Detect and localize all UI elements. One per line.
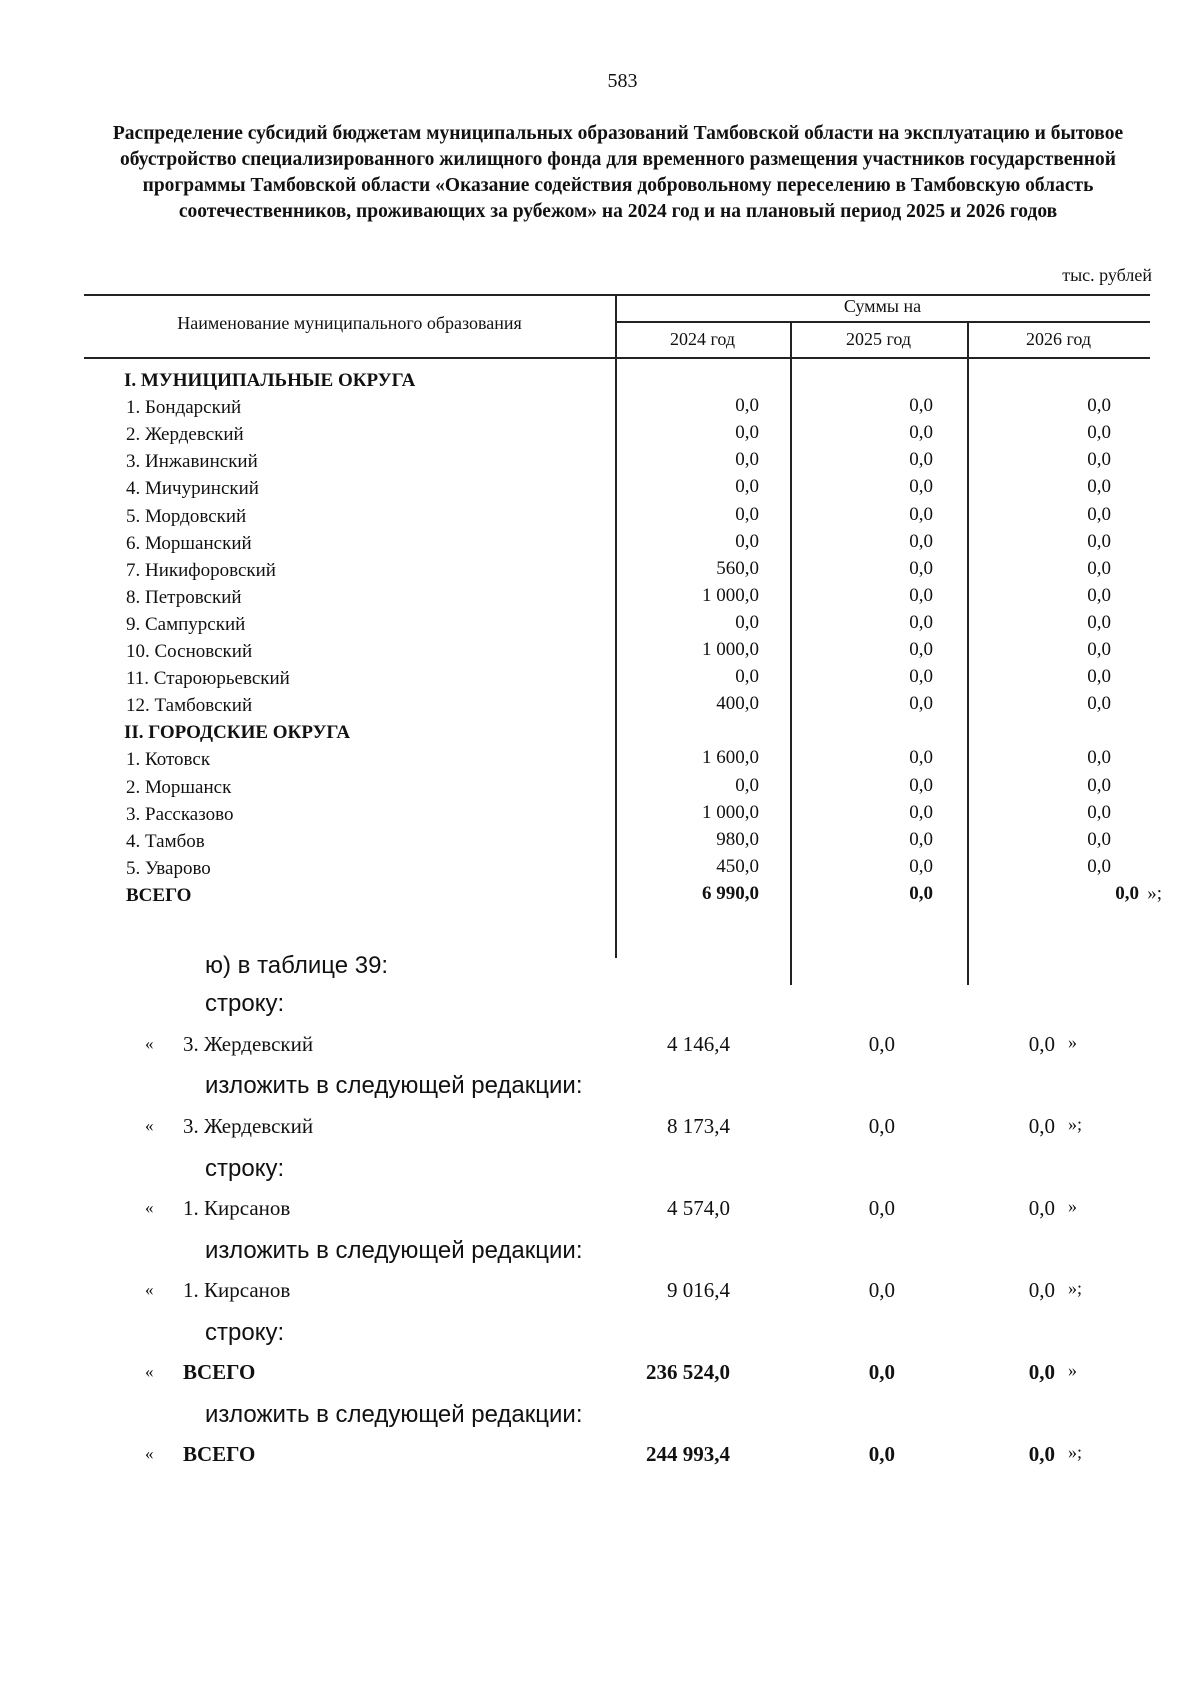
- amendment-cell: 9 016,4: [667, 1278, 730, 1302]
- header-year-2026: 2026 год: [1025, 329, 1092, 349]
- section-header-row: [84, 718, 1150, 747]
- amendment-cell: 0,0: [868, 1032, 895, 1056]
- subsidy-table: [84, 294, 1162, 958]
- table-row: [84, 393, 1150, 422]
- cell-2026: 0,0: [1087, 557, 1111, 579]
- row-name: 2. Моршанск: [126, 776, 232, 798]
- document-title: Распределение субсидий бюджетам муниципальных образований Тамбовской области на эксплуатацию и бытовое обустройство специализированного жилищного фонда для временного размещения участников государственной программы Тамбовской области «Оказание содействия добровольному переселению в Тамбовскую область соотечественников, проживающих за рубежом» на 2024 год и на плановый период 2025 и 2026 годов: [112, 123, 1124, 222]
- amendment-row: [0, 1196, 1200, 1230]
- amendment-row-name: 3. Жердевский: [183, 1114, 314, 1138]
- cell-2025: 0,0: [909, 530, 933, 552]
- row-name: I. МУНИЦИПАЛЬНЫЕ ОКРУГА: [124, 370, 416, 391]
- cell-2024: 1 600,0: [702, 747, 759, 769]
- cell-2026: 0,0: [1087, 395, 1111, 417]
- amendment-row: [0, 1032, 1200, 1066]
- amendment-cell: 0,0: [868, 1196, 895, 1220]
- instruction-text: изложить в следующей редакции:: [205, 1072, 583, 1099]
- cell-2025: 0,0: [909, 666, 933, 688]
- opening-quote: «: [145, 1444, 154, 1463]
- row-name: 10. Сосновский: [126, 641, 253, 662]
- cell-2024: 0,0: [735, 530, 759, 552]
- header-sums: Суммы на: [843, 296, 922, 316]
- table-row: [84, 556, 1150, 585]
- cell-2025: 0,0: [909, 855, 933, 877]
- header-year-2025: 2025 год: [845, 329, 912, 349]
- amendment-cell: 244 993,4: [646, 1442, 730, 1466]
- amendment-cell: 8 173,4: [667, 1114, 730, 1138]
- cell-2026: 0,0: [1087, 503, 1111, 525]
- cell-2024: 1 000,0: [702, 801, 759, 823]
- amendment-cell: 0,0: [1028, 1360, 1055, 1384]
- cell-2024: 1 000,0: [702, 639, 759, 660]
- amendment-row-name: 1. Кирсанов: [183, 1278, 291, 1302]
- row-name: 9. Сампурский: [126, 613, 246, 635]
- table-row: [84, 502, 1150, 531]
- row-name: 2. Жердевский: [126, 424, 244, 446]
- closing-quote: »;: [1068, 1442, 1083, 1462]
- cell-2024: 0,0: [735, 774, 759, 796]
- header-year-2024: 2024 год: [669, 329, 736, 349]
- row-name: 7. Никифоровский: [126, 559, 276, 581]
- closing-quote: »;: [1147, 882, 1162, 904]
- sums-divider: [615, 321, 1150, 323]
- amendment-row: [0, 1114, 1200, 1148]
- amendment-cell: 0,0: [1028, 1442, 1055, 1466]
- row-name: ВСЕГО: [126, 884, 192, 906]
- cell-2026: 0,0: [1087, 422, 1111, 444]
- table-row: [84, 827, 1150, 856]
- cell-2025: 0,0: [909, 557, 933, 579]
- cell-2026: 0,0: [1087, 666, 1111, 688]
- cell-2025: 0,0: [909, 395, 933, 417]
- cell-2026: 0,0: [1087, 611, 1111, 633]
- cell-2024: 0,0: [735, 611, 759, 633]
- amendment-cell: 0,0: [1028, 1032, 1055, 1056]
- closing-quote: »: [1068, 1032, 1077, 1052]
- total-row: [84, 881, 1162, 910]
- cell-2024: 0,0: [735, 395, 759, 417]
- cell-2026: 0,0: [1087, 747, 1111, 769]
- closing-quote: »: [1068, 1360, 1077, 1380]
- opening-quote: «: [145, 1116, 154, 1135]
- cell-2024: 980,0: [716, 828, 759, 850]
- table-row: [84, 610, 1150, 639]
- amendment-cell: 236 524,0: [646, 1360, 730, 1384]
- table-row: [84, 420, 1150, 449]
- cell-2024: 0,0: [735, 476, 759, 498]
- cell-2026: 0,0: [1087, 855, 1111, 877]
- instruction-text: строку:: [205, 1155, 285, 1182]
- amendment-row-name: 1. Кирсанов: [183, 1196, 291, 1220]
- section-header-row: [84, 366, 1150, 395]
- cell-2026: 0,0: [1087, 693, 1111, 715]
- amendment-cell: 4 574,0: [667, 1196, 730, 1220]
- cell-2025: 0,0: [909, 503, 933, 525]
- row-name: 12. Тамбовский: [126, 695, 253, 717]
- cell-2024: 450,0: [716, 855, 759, 877]
- table-row: [84, 773, 1150, 802]
- row-name: II. ГОРОДСКИЕ ОКРУГА: [124, 722, 351, 744]
- row-name: 1. Котовск: [126, 749, 211, 771]
- amendment-cell: 0,0: [868, 1278, 895, 1302]
- row-name: 4. Мичуринский: [126, 478, 259, 500]
- row-name: 11. Староюрьевский: [126, 668, 290, 690]
- instruction-text: строку:: [205, 1319, 285, 1346]
- table-row: [84, 474, 1150, 503]
- cell-2025: 0,0: [909, 774, 933, 796]
- amendment-cell: 0,0: [868, 1442, 895, 1466]
- table-row: [84, 529, 1150, 558]
- cell-2024: 0,0: [735, 503, 759, 525]
- row-name: 1. Бондарский: [126, 397, 242, 419]
- row-name: 3. Инжавинский: [126, 451, 258, 473]
- instruction-text: строку:: [205, 990, 285, 1017]
- amendment-row-name: ВСЕГО: [183, 1360, 256, 1384]
- opening-quote: «: [145, 1362, 154, 1381]
- cell-2026: 0,0: [1087, 801, 1111, 823]
- amendment-row: [0, 1278, 1200, 1312]
- cell-2025: 0,0: [909, 747, 933, 769]
- table-row: [84, 637, 1150, 666]
- cell-2025: 0,0: [909, 882, 933, 904]
- row-name: 8. Петровский: [126, 586, 242, 608]
- page-number: 583: [607, 70, 638, 92]
- opening-quote: «: [145, 1280, 154, 1299]
- amendment-cell: 0,0: [1028, 1278, 1055, 1302]
- closing-quote: »;: [1068, 1114, 1083, 1134]
- amendment-row-name: ВСЕГО: [183, 1442, 256, 1466]
- row-name: 5. Мордовский: [126, 505, 247, 527]
- cell-2026: 0,0: [1087, 530, 1111, 552]
- units-label: тыс. рублей: [1062, 265, 1152, 285]
- closing-quote: »;: [1068, 1278, 1083, 1298]
- cell-2025: 0,0: [909, 693, 933, 715]
- header-name: Наименование муниципального образования: [177, 313, 522, 333]
- amendment-cell: 0,0: [1028, 1196, 1055, 1220]
- row-name: 4. Тамбов: [126, 830, 205, 852]
- cell-2025: 0,0: [909, 476, 933, 498]
- cell-2026: 0,0: [1087, 449, 1111, 471]
- amendment-cell: 0,0: [868, 1360, 895, 1384]
- table-row: [84, 854, 1150, 883]
- amendment-row-name: 3. Жердевский: [183, 1032, 314, 1056]
- cell-2025: 0,0: [909, 801, 933, 823]
- opening-quote: «: [145, 1198, 154, 1217]
- cell-2026: 0,0: [1087, 774, 1111, 796]
- amendment-cell: 4 146,4: [667, 1032, 730, 1056]
- cell-2024: 0,0: [735, 449, 759, 471]
- cell-2025: 0,0: [909, 639, 933, 660]
- cell-2026: 0,0: [1087, 584, 1111, 606]
- instruction-text: ю) в таблице 39:: [205, 952, 389, 979]
- cell-2025: 0,0: [909, 584, 933, 606]
- table-row: [84, 583, 1150, 612]
- cell-2026: 0,0: [1115, 882, 1139, 904]
- row-name: 3. Рассказово: [126, 803, 234, 825]
- cell-2025: 0,0: [909, 449, 933, 471]
- amendment-row: [0, 1360, 1200, 1394]
- amendment-row: [0, 1442, 1200, 1476]
- cell-2024: 0,0: [735, 666, 759, 688]
- cell-2024: 0,0: [735, 422, 759, 444]
- row-name: 5. Уварово: [126, 857, 211, 879]
- cell-2025: 0,0: [909, 611, 933, 633]
- cell-2024: 6 990,0: [702, 882, 759, 904]
- cell-2024: 400,0: [716, 693, 759, 715]
- table-row: [84, 691, 1150, 720]
- closing-quote: »: [1068, 1196, 1077, 1216]
- cell-2024: 560,0: [716, 557, 759, 579]
- table-row: [84, 800, 1150, 829]
- table-row: [84, 745, 1150, 774]
- header-bottom-rule: [84, 357, 1150, 359]
- cell-2026: 0,0: [1087, 828, 1111, 850]
- table-row: [84, 447, 1150, 476]
- cell-2025: 0,0: [909, 422, 933, 444]
- instruction-text: изложить в следующей редакции:: [205, 1401, 583, 1428]
- instruction-text: изложить в следующей редакции:: [205, 1237, 583, 1264]
- table-row: [84, 664, 1150, 693]
- amendment-cell: 0,0: [868, 1114, 895, 1138]
- cell-2025: 0,0: [909, 828, 933, 850]
- cell-2024: 1 000,0: [702, 584, 759, 606]
- opening-quote: «: [145, 1034, 154, 1053]
- cell-2026: 0,0: [1087, 476, 1111, 498]
- amendment-cell: 0,0: [1028, 1114, 1055, 1138]
- row-name: 6. Моршанский: [126, 532, 252, 554]
- cell-2026: 0,0: [1087, 639, 1111, 660]
